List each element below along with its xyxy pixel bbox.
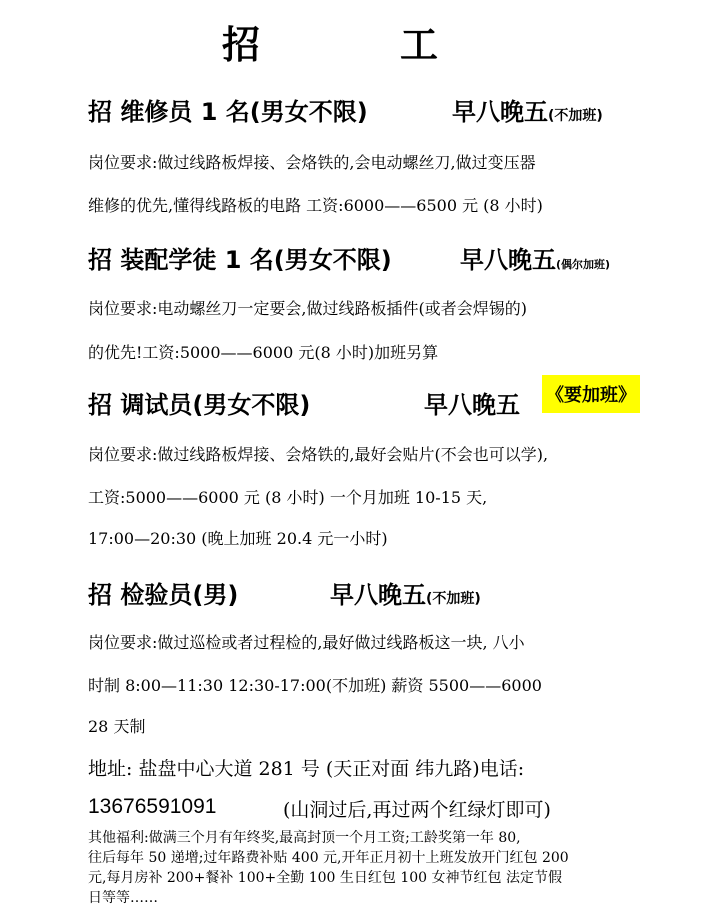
job-heading xyxy=(88,385,636,420)
phone-line xyxy=(88,795,551,821)
benefits-paragraph xyxy=(88,828,644,908)
job-heading xyxy=(88,92,603,127)
directions-note: (山洞过后,再过两个红绿灯即可) xyxy=(283,799,551,821)
job-title: 招 装配学徒 1 名(男女不限) xyxy=(88,246,392,274)
job-shift: 早八晚五(不加班) xyxy=(330,581,481,609)
job-title: 招 调试员(男女不限) xyxy=(88,391,311,419)
job-requirement-line: 28 天制 xyxy=(88,717,146,736)
job-shift: 早八晚五 xyxy=(424,391,520,419)
title-char-1: 招 xyxy=(222,23,263,67)
job-requirement-line: 岗位要求:电动螺丝刀一定要会,做过线路板插件(或者会焊锡的) xyxy=(88,299,527,318)
job-requirement-line: 工资:5000——6000 元 (8 小时) 一个月加班 10-15 天, xyxy=(88,488,488,507)
job-requirement-line: 岗位要求:做过线路板焊接、会烙铁的,最好会贴片(不会也可以学), xyxy=(88,445,549,464)
benefits-line: 日等等…… xyxy=(88,890,158,906)
phone-number: 13676591091 xyxy=(88,795,217,818)
benefits-line: 往后每年 50 递增;过年路费补贴 400 元,开年正月初十上班发放开门红包 200 xyxy=(88,850,569,866)
job-shift: 早八晚五(不加班) xyxy=(452,98,603,126)
job-requirement-line: 岗位要求:做过线路板焊接、会烙铁的,会电动螺丝刀,做过变压器 xyxy=(88,153,536,172)
job-heading xyxy=(88,575,481,610)
overtime-highlight: 《要加班》 xyxy=(542,375,640,413)
job-requirement-line: 维修的优先,懂得线路板的电路 工资:6000——6500 元 (8 小时) xyxy=(88,196,543,215)
job-requirement-line: 时制 8:00—11:30 12:30-17:00(不加班) 薪资 5500——6000 xyxy=(88,676,542,695)
job-requirement-line: 的优先!工资:5000——6000 元(8 小时)加班另算 xyxy=(88,343,439,362)
shift-note: (不加班) xyxy=(426,591,481,607)
job-title: 招 检验员(男) xyxy=(88,581,239,609)
benefits-line: 元,每月房补 200+餐补 100+全勤 100 生日红包 100 女神节红包 法定节假 xyxy=(88,870,562,886)
address-line: 地址: 盐盘中心大道 281 号 (天正对面 纬九路)电话: xyxy=(88,758,525,780)
title-char-2: 工 xyxy=(400,23,441,67)
shift-note: (不加班) xyxy=(548,108,603,124)
job-requirement-line: 17:00—20:30 (晚上加班 20.4 元一小时) xyxy=(88,529,388,548)
job-requirement-line: 岗位要求:做过巡检或者过程检的,最好做过线路板这一块, 八小 xyxy=(88,633,525,652)
job-title: 招 维修员 1 名(男女不限) xyxy=(88,98,368,126)
job-heading xyxy=(88,240,611,275)
job-shift: 早八晚五(偶尔加班) xyxy=(460,246,611,274)
shift-note: (偶尔加班) xyxy=(556,258,611,271)
benefits-line: 其他福利:做满三个月有年终奖,最高封顶一个月工资;工龄奖第一年 80, xyxy=(88,830,521,846)
